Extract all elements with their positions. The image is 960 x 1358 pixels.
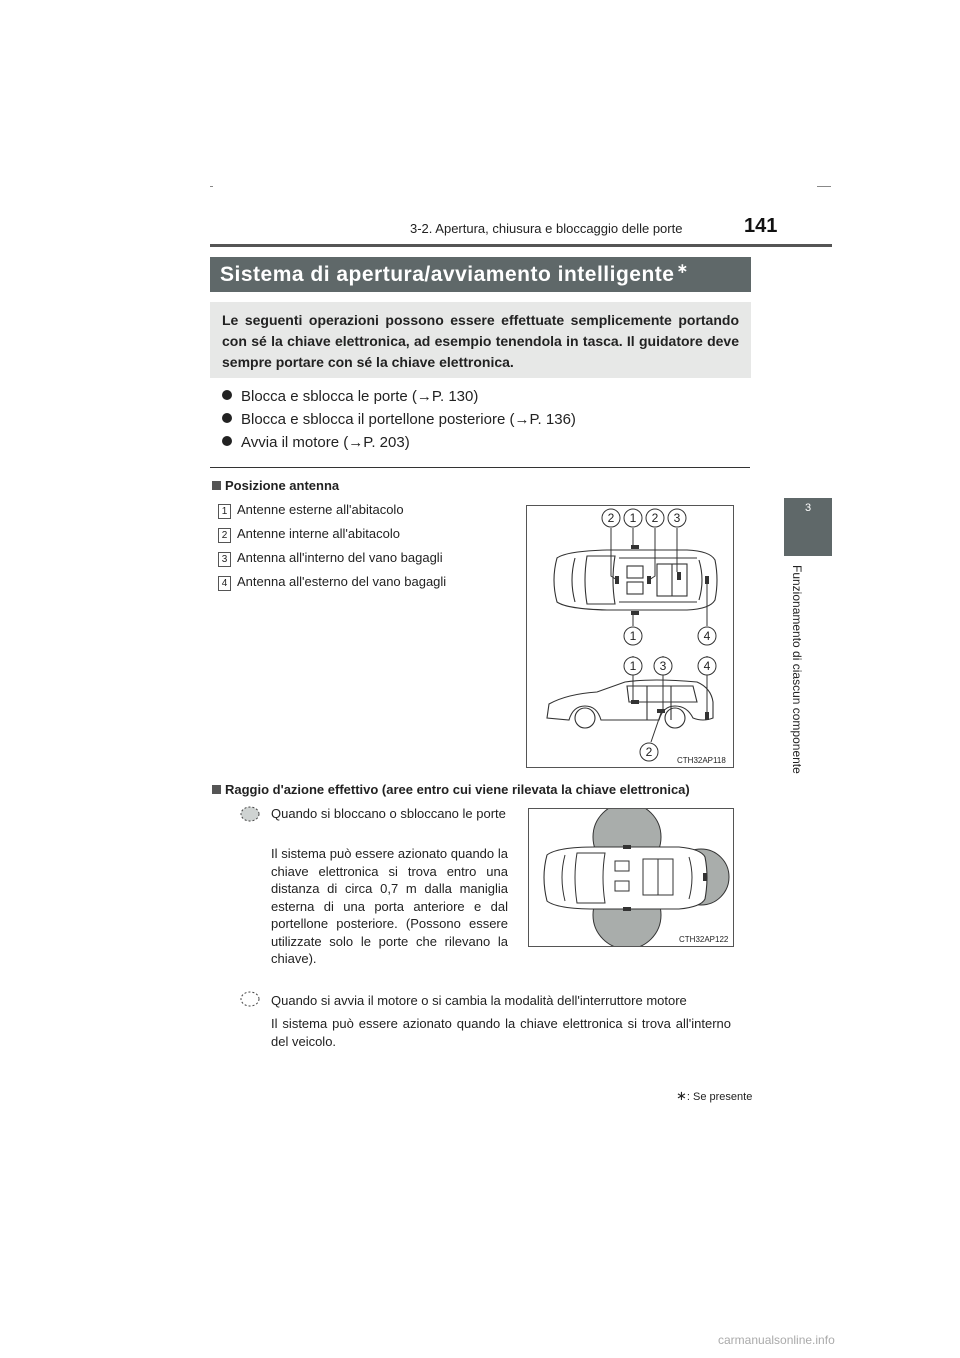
crop-mark (210, 186, 213, 187)
chapter-tab (784, 498, 832, 556)
range-item-1-title: Quando si bloccano o sbloccano le porte (271, 806, 506, 821)
label-side-1: 3 (659, 659, 667, 673)
asterisk-icon: ∗ (676, 260, 689, 276)
label-top-1: 1 (629, 511, 637, 525)
antenna-number: 1 (218, 504, 231, 519)
label-bottom: 2 (645, 745, 653, 759)
antenna-item (218, 574, 446, 591)
label-top-2: 2 (651, 511, 659, 525)
bullet-text: Blocca e sblocca il portellone posteriore (→P. 136) (241, 411, 576, 428)
chapter-tab-number: 3 (804, 502, 812, 514)
antenna-number: 3 (218, 552, 231, 567)
bullet-icon (222, 390, 232, 400)
antenna-text: Antenne esterne all'abitacolo (237, 502, 404, 517)
chapter-side-label (790, 565, 804, 797)
bullet-icon (222, 413, 232, 423)
label-top-0: 2 (607, 511, 615, 525)
asterisk-icon: ∗ (676, 1088, 687, 1103)
header-rule (210, 244, 832, 247)
range-item-2-text: Il sistema può essere azionato quando la chiave elettronica si trova all'interno del veicolo. (271, 1016, 731, 1049)
divider (210, 467, 750, 468)
square-bullet-icon (212, 481, 221, 490)
antenna-number: 4 (218, 576, 231, 591)
antenna-item (218, 526, 400, 543)
antenna-item (218, 550, 443, 567)
antenna-text: Antenna all'interno del vano bagagli (237, 550, 443, 565)
range-heading-text: Raggio d'azione effettivo (aree entro cui viene rilevata la chiave elettronica) (225, 782, 690, 797)
section-title (210, 257, 751, 292)
footnote-text: : Se presente (686, 1091, 753, 1103)
range-item-2-title: Quando si avvia il motore o si cambia la modalità dell'interruttore motore (271, 993, 687, 1008)
range-diagram (529, 809, 733, 946)
bullet-text: Avvia il motore (→P. 203) (241, 434, 410, 451)
bullet-item (222, 411, 576, 428)
footnote (676, 1088, 752, 1104)
page-number: 141 (744, 215, 778, 237)
range-section-heading (212, 782, 690, 797)
label-top-3: 3 (673, 511, 681, 525)
antenna-section-heading (212, 478, 339, 493)
bullet-item (222, 434, 410, 451)
antenna-heading-text: Posizione antenna (225, 478, 340, 493)
dashed-circle-icon (240, 989, 260, 1012)
bullet-icon (222, 436, 232, 446)
range-item-1-text: Il sistema può essere azionato quando la chiave elettronica si trova entro una distanza di circa 0,7 m dalla maniglia esterna di una porta anteriore e dal portellone posteriore. (Possono essere utilizzate solo le porte che rilevano la chiave). (271, 846, 508, 966)
label-mid-0: 1 (629, 629, 637, 643)
label-mid-1: 4 (703, 629, 711, 643)
figure-code: CTH32AP122 (679, 935, 729, 944)
bullet-text: Blocca e sblocca le porte (→P. 130) (241, 388, 479, 405)
figure-code: CTH32AP118 (677, 756, 726, 765)
antenna-item (218, 502, 404, 519)
range-figure (528, 808, 734, 947)
crop-mark (817, 186, 831, 187)
bullet-item (222, 388, 478, 405)
chapter-side-label-text: Funzionamento di ciascun componente (790, 565, 804, 774)
watermark: carmanualsonline.info (718, 1333, 835, 1347)
label-side-2: 4 (703, 659, 711, 673)
label-side-0: 1 (629, 659, 637, 673)
section-title-text: Sistema di apertura/avviamento intelligente (220, 263, 675, 286)
antenna-text: Antenna all'esterno del vano bagagli (237, 574, 447, 589)
chapter-heading: 3-2. Apertura, chiusura e bloccaggio delle porte (410, 221, 683, 236)
dashed-circle-icon (240, 804, 260, 827)
antenna-text: Antenne interne all'abitacolo (237, 526, 400, 541)
antenna-diagram (527, 506, 733, 767)
antenna-number: 2 (218, 528, 231, 543)
antenna-figure (526, 505, 734, 768)
square-bullet-icon (212, 785, 221, 794)
intro-box: Le seguenti operazioni possono essere effettuate semplicemente portando con sé la chiave elettronica, ad esempio tenendola in tasca. Il guidatore deve sempre portare con sé la chiave elettronica. (210, 302, 751, 378)
